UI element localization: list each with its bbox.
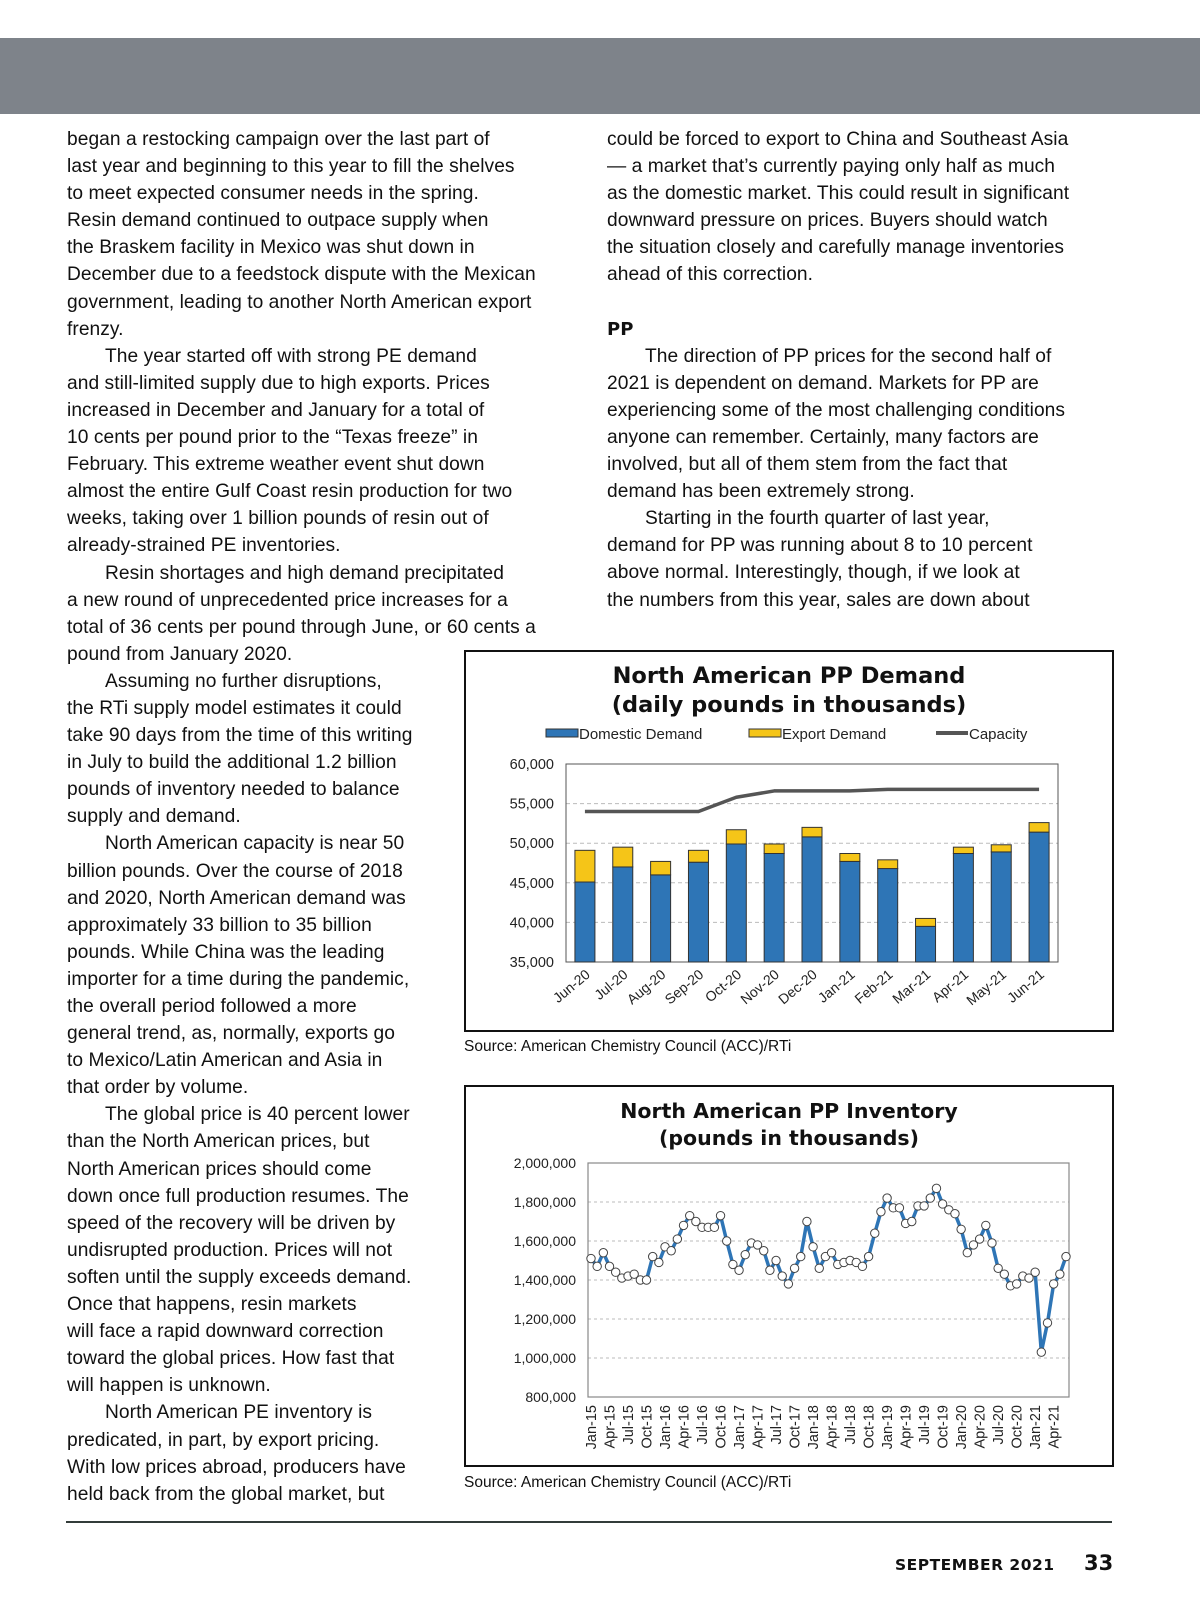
inventory-point-marker [1000, 1270, 1008, 1278]
x-tick-label: Jul-16 [695, 1405, 712, 1445]
body-paragraph [67, 126, 587, 343]
domestic-demand-bar [1029, 832, 1049, 962]
x-tick-label: Oct-15 [639, 1405, 656, 1449]
export-demand-bar [688, 850, 708, 862]
section-heading-pp: PP [607, 318, 634, 340]
text-line: total of 36 cents per pound through June, or 60 cents a [67, 616, 536, 638]
inventory-point-marker [1037, 1348, 1045, 1356]
inventory-point-marker [957, 1225, 965, 1233]
text-line: frenzy. [67, 318, 124, 340]
text-line: the Braskem facility in Mexico was shut down in [67, 237, 475, 259]
x-tick-label: Jul-19 [917, 1405, 934, 1445]
x-tick-label: Oct-19 [935, 1405, 952, 1449]
text-line: could be forced to export to China and Southeast Asia [607, 129, 1069, 150]
body-paragraph [607, 343, 1127, 506]
x-tick-label: Oct-20 [701, 966, 745, 1006]
demand-chart-plot [466, 652, 1112, 1030]
y-tick-label: 1,600,000 [513, 1233, 576, 1249]
domestic-demand-bar [916, 926, 936, 962]
x-tick-label: Feb-21 [851, 966, 896, 1007]
y-tick-label: 35,000 [509, 955, 554, 971]
x-tick-label: Apr-15 [602, 1405, 619, 1449]
text-line: demand has been extremely strong. [607, 481, 915, 503]
inventory-point-marker [975, 1235, 983, 1243]
text-line: the numbers from this year, sales are down about [607, 589, 1030, 611]
text-line: general trend, as, normally, exports go [67, 1023, 395, 1045]
text-line: North American prices should come [67, 1158, 372, 1180]
inventory-point-marker [883, 1194, 891, 1202]
text-line: Once that happens, resin markets [67, 1294, 357, 1316]
text-line: and 2020, North American demand was [67, 887, 406, 909]
inventory-point-marker [784, 1280, 792, 1288]
demand-chart-subtitle: (daily pounds in thousands) [611, 692, 967, 718]
legend-label: Export Demand [782, 726, 887, 743]
inventory-point-marker [803, 1217, 811, 1225]
inventory-point-marker [735, 1266, 743, 1274]
inventory-point-marker [858, 1262, 866, 1270]
x-tick-label: Apr-18 [824, 1405, 841, 1449]
text-line: the overall period followed a more [67, 996, 357, 1017]
inventory-point-marker [673, 1235, 681, 1243]
export-demand-bar [651, 861, 671, 874]
inventory-chart-plot [466, 1087, 1112, 1465]
inventory-point-marker [920, 1202, 928, 1210]
text-line: government, leading to another North American export [67, 291, 532, 313]
inventory-point-marker [895, 1204, 903, 1212]
text-line: down once full production resumes. The [67, 1185, 409, 1207]
x-tick-label: Jul-20 [591, 966, 631, 1003]
text-line: experiencing some of the most challenging conditions [607, 399, 1066, 421]
domestic-demand-bar [613, 867, 633, 962]
inventory-point-marker [772, 1256, 780, 1264]
domestic-demand-bar [953, 853, 973, 962]
text-line: North American capacity is near 50 [105, 833, 405, 855]
x-tick-label: Jul-18 [843, 1405, 860, 1445]
footer-issue-date: SEPTEMBER 2021 [895, 1556, 1055, 1574]
text-line: to meet expected consumer needs in the spring. [67, 183, 479, 205]
x-tick-label: Nov-20 [737, 966, 783, 1008]
x-tick-label: Apr-21 [1046, 1405, 1063, 1449]
text-line: already-strained PE inventories. [67, 535, 341, 557]
x-tick-label: Jul-17 [769, 1405, 786, 1445]
y-tick-label: 1,000,000 [513, 1350, 576, 1366]
y-tick-label: 50,000 [509, 836, 554, 853]
text-line: the situation closely and carefully manage inventories [607, 237, 1065, 259]
text-line: weeks, taking over 1 billion pounds of resin out of [67, 508, 489, 530]
x-tick-label: Oct-18 [861, 1405, 878, 1449]
text-line: 10 cents per pound prior to the “Texas freeze” in [67, 427, 478, 449]
export-demand-bar [878, 860, 898, 869]
inventory-point-marker [1012, 1280, 1020, 1288]
x-tick-label: Apr-16 [676, 1405, 693, 1449]
text-line: ahead of this correction. [607, 264, 814, 286]
domestic-demand-bar [991, 852, 1011, 962]
inventory-point-marker [655, 1258, 663, 1266]
inventory-point-marker [827, 1249, 835, 1257]
text-line: North American PE inventory is [105, 1402, 373, 1424]
domestic-demand-bar [575, 882, 595, 962]
domestic-demand-bar [764, 853, 784, 962]
text-line: downward pressure on prices. Buyers should watch [607, 210, 1048, 232]
y-tick-label: 40,000 [509, 915, 554, 932]
legend-swatch-0 [546, 729, 578, 737]
inventory-point-marker [599, 1249, 607, 1257]
text-line: began a restocking campaign over the last part of [67, 129, 490, 150]
y-tick-label: 1,400,000 [513, 1272, 576, 1288]
capacity-line [585, 789, 1039, 811]
y-tick-label: 55,000 [509, 796, 554, 813]
text-line: importer for a time during the pandemic, [67, 968, 410, 990]
inventory-point-marker [815, 1264, 823, 1272]
text-line: approximately 33 billion to 35 billion [67, 914, 372, 936]
export-demand-bar [1029, 823, 1049, 833]
x-tick-label: Jan-17 [732, 1405, 749, 1450]
inventory-point-marker [988, 1239, 996, 1247]
inventory-point-marker [809, 1243, 817, 1251]
footer-divider [66, 1521, 1112, 1523]
footer-page-number: 33 [1084, 1551, 1114, 1575]
text-line: to Mexico/Latin American and Asia in [67, 1050, 383, 1072]
inventory-chart-source: Source: American Chemistry Council (ACC)/RTi [464, 1474, 792, 1491]
inventory-point-marker [871, 1229, 879, 1237]
export-demand-bar [575, 850, 595, 882]
text-line: in July to build the additional 1.2 billion [67, 752, 397, 774]
text-line: The global price is 40 percent lower [105, 1104, 410, 1126]
text-line: pound from January 2020. [67, 643, 293, 665]
inventory-point-marker [587, 1254, 595, 1262]
inventory-point-marker [951, 1210, 959, 1218]
inventory-chart-subtitle: (pounds in thousands) [658, 1126, 920, 1150]
demand-chart-title: North American PP Demand [612, 663, 966, 689]
x-tick-label: Jul-20 [991, 1405, 1008, 1445]
x-tick-label: Jan-18 [806, 1405, 823, 1450]
text-line: soften until the supply exceeds demand. [67, 1266, 412, 1288]
y-tick-label: 1,200,000 [513, 1311, 576, 1327]
text-line: take 90 days from the time of this writing [67, 725, 413, 747]
x-tick-label: Jan-21 [1028, 1405, 1045, 1450]
pp-demand-chart [464, 650, 1114, 1032]
text-line: almost the entire Gulf Coast resin production for two [67, 481, 513, 503]
body-paragraph [607, 505, 1127, 613]
text-line: predicated, in part, by export pricing. [67, 1429, 380, 1451]
text-line: February. This extreme weather event shut down [67, 454, 485, 476]
inventory-point-marker [1056, 1270, 1064, 1278]
x-tick-label: Jun-21 [1003, 966, 1048, 1006]
inventory-point-marker [716, 1211, 724, 1219]
inventory-point-marker [790, 1264, 798, 1272]
legend-swatch-1 [749, 729, 781, 737]
x-tick-label: Jan-16 [658, 1405, 675, 1450]
export-demand-bar [916, 918, 936, 926]
text-line: Resin shortages and high demand precipitated [105, 562, 505, 584]
text-line: December due to a feedstock dispute with the Mexican [67, 264, 536, 286]
text-line: With low prices abroad, producers have [67, 1456, 406, 1478]
text-line: supply and demand. [67, 806, 241, 828]
header-band [0, 38, 1200, 114]
text-line: billion pounds. Over the course of 2018 [67, 860, 403, 882]
x-tick-label: Oct-20 [1009, 1405, 1026, 1449]
x-tick-label: Jan-21 [814, 966, 858, 1006]
inventory-chart-title: North American PP Inventory [620, 1099, 958, 1123]
pp-inventory-chart [464, 1085, 1114, 1467]
text-line: will happen is unknown. [67, 1375, 271, 1397]
text-line: last year and beginning to this year to fill the shelves [67, 156, 515, 178]
export-demand-bar [764, 844, 784, 854]
text-line: — a market that’s currently paying only half as much [607, 156, 1056, 178]
domestic-demand-bar [688, 862, 708, 962]
text-line: that order by volume. [67, 1077, 249, 1099]
inventory-point-marker [1049, 1280, 1057, 1288]
export-demand-bar [953, 847, 973, 853]
inventory-point-marker [760, 1247, 768, 1255]
inventory-point-marker [723, 1237, 731, 1245]
demand-chart-source: Source: American Chemistry Council (ACC)/RTi [464, 1038, 792, 1055]
inventory-point-marker [593, 1262, 601, 1270]
text-line: pounds of inventory needed to balance [67, 779, 400, 801]
inventory-point-marker [778, 1272, 786, 1280]
inventory-point-marker [710, 1223, 718, 1231]
text-line: demand for PP was running about 8 to 10 percent [607, 535, 1033, 557]
x-tick-label: Jan-20 [954, 1405, 971, 1450]
x-tick-label: Jul-15 [621, 1405, 638, 1445]
export-demand-bar [802, 827, 822, 837]
export-demand-bar [991, 845, 1011, 852]
domestic-demand-bar [802, 837, 822, 962]
inventory-point-marker [1062, 1252, 1070, 1260]
text-line: a new round of unprecedented price increases for a [67, 589, 508, 611]
text-line: 2021 is dependent on demand. Markets for PP are [607, 372, 1039, 394]
x-tick-label: May-21 [963, 966, 1010, 1009]
y-tick-label: 2,000,000 [513, 1155, 576, 1171]
y-tick-label: 800,000 [525, 1389, 576, 1405]
text-line: The direction of PP prices for the second half of [645, 345, 1052, 367]
inventory-point-marker [982, 1221, 990, 1229]
x-tick-label: Oct-16 [713, 1405, 730, 1449]
text-line: speed of the recovery will be driven by [67, 1212, 396, 1234]
text-line: than the North American prices, but [67, 1131, 370, 1153]
text-line: Resin demand continued to outpace supply when [67, 210, 489, 232]
domestic-demand-bar [726, 844, 746, 962]
text-line: as the domestic market. This could result in significant [607, 183, 1070, 205]
export-demand-bar [726, 830, 746, 844]
text-line: increased in December and January for a total of [67, 399, 485, 421]
y-tick-label: 1,800,000 [513, 1194, 576, 1210]
text-line: Starting in the fourth quarter of last year, [645, 508, 990, 530]
body-paragraph [607, 126, 1127, 289]
legend-label: Domestic Demand [579, 726, 703, 743]
x-tick-label: Dec-20 [775, 966, 820, 1008]
right-column [607, 126, 1127, 614]
inventory-point-marker [908, 1217, 916, 1225]
text-line: The year started off with strong PE demand [105, 345, 477, 367]
x-tick-label: Apr-17 [750, 1405, 767, 1449]
text-line: pounds. While China was the leading [67, 941, 385, 963]
inventory-point-marker [864, 1252, 872, 1260]
inventory-point-marker [932, 1184, 940, 1192]
domestic-demand-bar [878, 869, 898, 962]
text-line: anyone can remember. Certainly, many factors are [607, 426, 1039, 448]
text-line: will face a rapid downward correction [67, 1321, 384, 1343]
inventory-point-marker [877, 1208, 885, 1216]
export-demand-bar [613, 847, 633, 867]
export-demand-bar [840, 853, 860, 861]
x-tick-label: Mar-21 [889, 966, 934, 1007]
domestic-demand-bar [651, 875, 671, 962]
text-line: undisrupted production. Prices will not [67, 1239, 393, 1261]
x-tick-label: Jun-20 [549, 966, 593, 1006]
legend-label: Capacity [969, 726, 1028, 743]
x-tick-label: Oct-17 [787, 1405, 804, 1449]
inventory-point-marker [1043, 1319, 1051, 1327]
x-tick-label: Apr-20 [972, 1405, 989, 1449]
inventory-point-marker [642, 1276, 650, 1284]
x-tick-label: Aug-20 [623, 966, 669, 1008]
text-line: toward the global prices. How fast that [67, 1348, 395, 1370]
x-tick-label: Apr-21 [928, 966, 972, 1006]
text-line: the RTi supply model estimates it could [67, 697, 402, 719]
x-tick-label: Jan-19 [880, 1405, 897, 1450]
x-tick-label: Apr-19 [898, 1405, 915, 1449]
inventory-point-marker [679, 1221, 687, 1229]
text-line: held back from the global market, but [67, 1483, 385, 1505]
inventory-point-marker [766, 1266, 774, 1274]
y-tick-label: 60,000 [509, 757, 554, 773]
text-line: involved, but all of them stem from the fact that [607, 454, 1008, 476]
inventory-point-marker [963, 1249, 971, 1257]
inventory-point-marker [797, 1252, 805, 1260]
x-tick-label: Jan-15 [584, 1405, 600, 1450]
y-tick-label: 45,000 [509, 875, 554, 892]
text-line: above normal. Interestingly, though, if we look at [607, 562, 1020, 584]
inventory-point-marker [741, 1250, 749, 1258]
body-paragraph [67, 343, 587, 560]
inventory-point-marker [1031, 1268, 1039, 1276]
inventory-point-marker [926, 1194, 934, 1202]
domestic-demand-bar [840, 861, 860, 962]
inventory-point-marker [667, 1247, 675, 1255]
x-tick-label: Sep-20 [661, 966, 707, 1008]
text-line: Assuming no further disruptions, [105, 670, 382, 692]
text-line: and still-limited supply due to high exports. Prices [67, 372, 490, 394]
